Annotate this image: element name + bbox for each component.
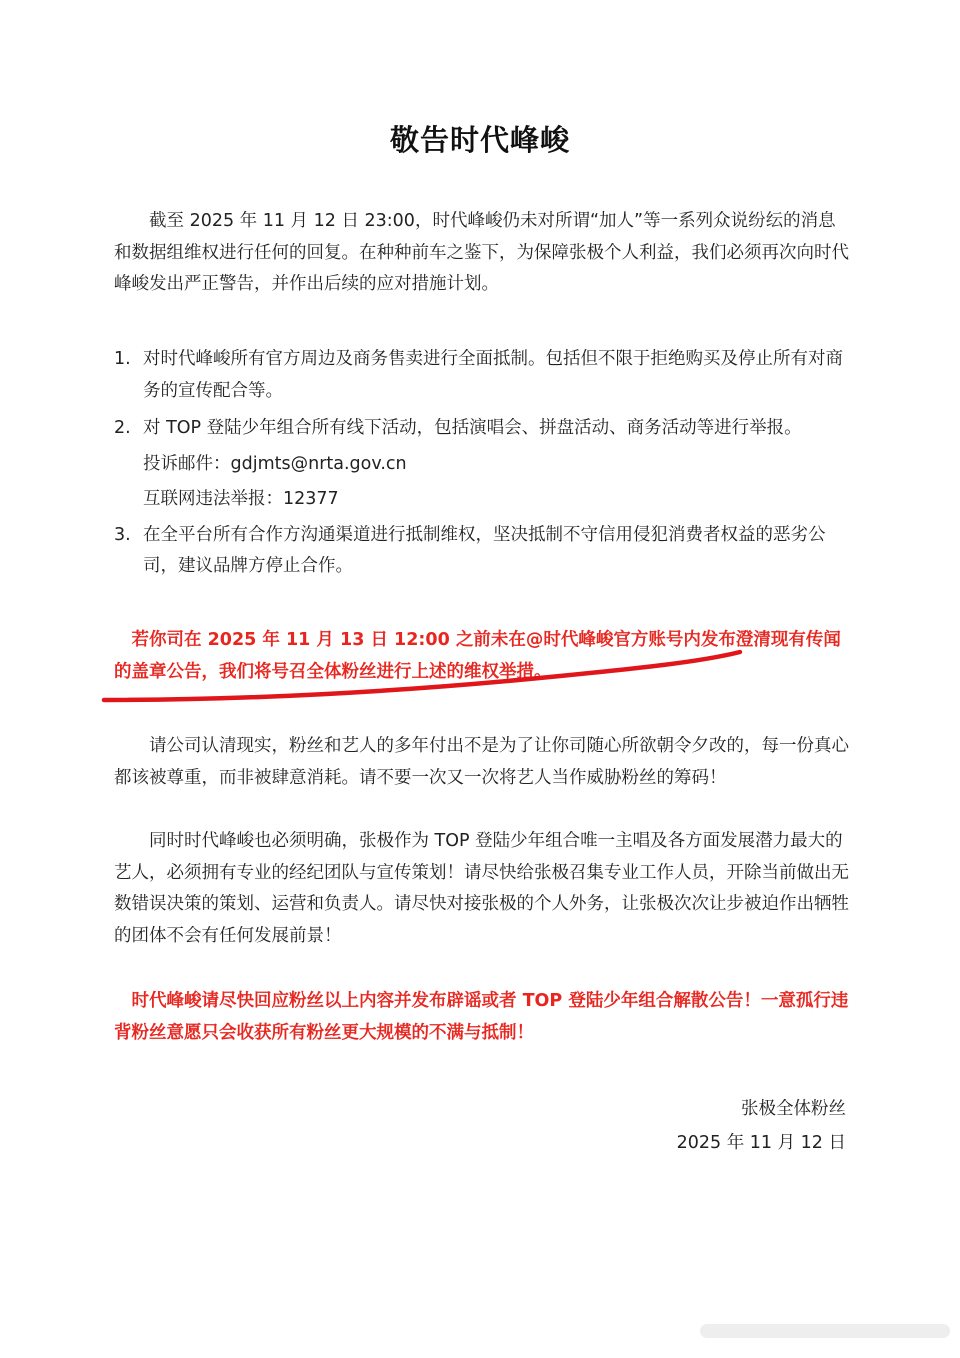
red-final-paragraph: 时代峰峻请尽快回应粉丝以上内容并发布辟谣或者 TOP 登陆少年组合解散公告！一意孤行违背粉丝意愿只会收获所有粉丝更大规模的不满与抵制！ xyxy=(114,991,849,1043)
intro-paragraph: 截至 2025 年 11 月 12 日 23:00，时代峰峻仍未对所谓“加人”等一系列众说纷纭的消息和数据组维权进行任何的回复。在种种前车之鉴下，为保障张极个人利益，我们必须再次向时代峰峻发出严正警告，并作出后续的应对措施计划。 xyxy=(114,211,849,294)
signature-name: 张极全体粉丝 xyxy=(741,1099,846,1119)
list-number: 1. xyxy=(114,349,131,369)
watermark-icon xyxy=(700,1318,950,1344)
list-text: 在全平台所有合作方沟通渠道进行抵制维权，坚决抵制不守信用侵犯消费者权益的恶劣公司，建议品牌方停止合作。 xyxy=(143,524,826,576)
report-hotline: 互联网违法举报：12377 xyxy=(143,489,339,509)
signature-date: 2025 年 11 月 12 日 xyxy=(676,1133,846,1153)
list-text: 对时代峰峻所有官方周边及商务售卖进行全面抵制。包括但不限于拒绝购买及停止所有对商务的宣传配合等。 xyxy=(143,349,843,401)
signature-block xyxy=(677,1092,846,1160)
list-number: 2. xyxy=(114,418,131,438)
respect-paragraph: 请公司认清现实，粉丝和艺人的多年付出不是为了让你司随心所欲朝令夕改的，每一份真心都该被尊重，而非被肆意消耗。请不要一次又一次将艺人当作威胁粉丝的筹码！ xyxy=(114,736,849,788)
complaint-email: 投诉邮件：gdjmts@nrta.gov.cn xyxy=(143,453,407,474)
document-title: 敬告时代峰峻 xyxy=(389,123,570,157)
demand-paragraph: 同时时代峰峻也必须明确，张极作为 TOP 登陆少年组合唯一主唱及各方面发展潜力最大的艺人，必须拥有专业的经纪团队与宣传策划！请尽快给张极召集专业工作人员，开除当前做出无数错误决策的策划、运营和负责人。请尽快对接张极的个人外务，让张极次次让步被迫作出牺牲的团体不会有任何发展前景！ xyxy=(114,831,849,946)
list-number: 3. xyxy=(114,524,131,545)
list-text: 对 TOP 登陆少年组合所有线下活动，包括演唱会、拼盘活动、商务活动等进行举报。 xyxy=(143,418,802,438)
red-notice-paragraph: 若你司在 2025 年 11 月 13 日 12:00 之前未在@时代峰峻官方账号内发布澄清现有传闻的盖章公告，我们将号召全体粉丝进行上述的维权举措。 xyxy=(114,630,841,682)
